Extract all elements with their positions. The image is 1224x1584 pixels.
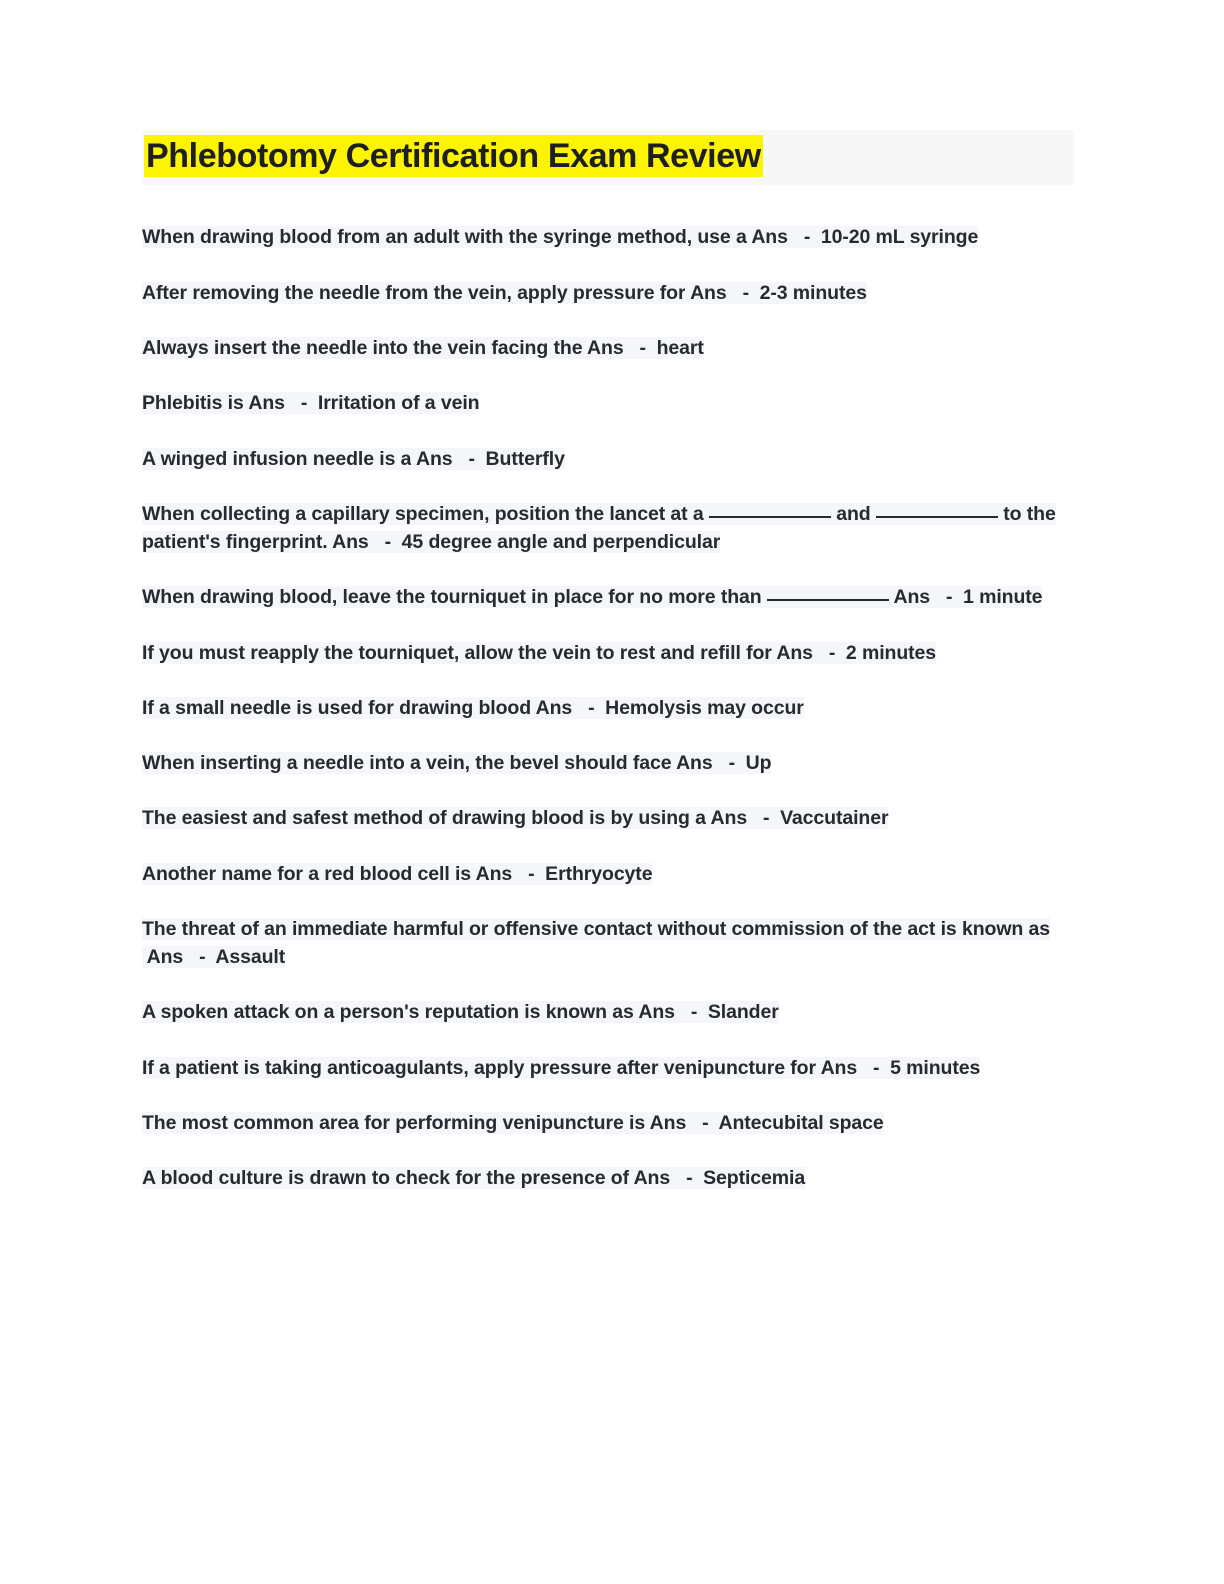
qa-question: A blood culture is drawn to check for the presence of: [142, 1167, 629, 1190]
qa-separator: Ans -: [327, 531, 402, 554]
qa-separator: Ans -: [645, 1111, 719, 1134]
qa-list: [142, 223, 1074, 1192]
qa-separator: Ans -: [671, 752, 746, 775]
fill-in-blank: [709, 516, 831, 518]
qa-item: [142, 279, 1057, 307]
fill-in-blank: [876, 516, 998, 518]
qa-answer: Up: [745, 752, 772, 775]
qa-question: If a small needle is used for drawing blood: [142, 696, 532, 719]
qa-question: If you must reapply the tourniquet, allow the vein to rest and refill for: [142, 641, 772, 664]
qa-separator: Ans -: [705, 807, 781, 830]
qa-item: [142, 223, 1057, 251]
qa-item: [142, 804, 1057, 832]
qa-item: [142, 500, 1057, 557]
qa-item: [142, 998, 1057, 1026]
qa-separator: Ans -: [628, 1167, 704, 1190]
qa-separator: Ans -: [888, 586, 964, 609]
qa-separator: Ans -: [746, 226, 821, 249]
qa-separator: Ans -: [685, 281, 760, 304]
qa-answer: heart: [656, 337, 704, 359]
qa-question: When collecting a capillary specimen, position the lancet at a and to the patient's fingerprint.: [142, 502, 1056, 554]
qa-item: [142, 445, 1057, 473]
qa-question: A winged infusion needle is a: [142, 447, 412, 470]
qa-answer: Vaccutainer: [780, 807, 889, 830]
title-banner: [142, 130, 1074, 185]
qa-answer: Butterfly: [485, 447, 565, 470]
qa-item: [142, 860, 1057, 888]
qa-question: A spoken attack on a person's reputation is known as: [142, 1001, 634, 1024]
qa-item: [142, 1164, 1057, 1192]
qa-answer: 2-3 minutes: [759, 281, 867, 304]
qa-separator: Ans -: [633, 1001, 708, 1024]
qa-separator: Ans -: [582, 337, 657, 359]
qa-item: [142, 694, 1057, 722]
qa-answer: 45 degree angle and perpendicular: [401, 531, 721, 554]
qa-answer: 1 minute: [963, 586, 1043, 609]
qa-question: Phlebitis is: [142, 392, 244, 415]
qa-separator: Ans -: [815, 1056, 891, 1079]
qa-question: Always insert the needle into the vein facing the: [142, 337, 583, 359]
qa-separator: Ans -: [243, 392, 318, 415]
qa-separator: Ans -: [531, 696, 606, 719]
qa-answer: Septicemia: [703, 1167, 806, 1190]
qa-question: Another name for a red blood cell is: [142, 862, 472, 885]
qa-separator: Ans -: [142, 946, 216, 969]
qa-answer: Antecubital space: [718, 1111, 884, 1134]
qa-item: [142, 639, 1057, 667]
page-title: Phlebotomy Certification Exam Review: [146, 137, 761, 175]
fill-in-blank: [767, 599, 889, 601]
qa-answer: Slander: [707, 1001, 779, 1024]
qa-question: The most common area for performing venipuncture is: [142, 1111, 646, 1134]
qa-item: [142, 915, 1057, 972]
qa-item: [142, 749, 1057, 777]
qa-answer: Irritation of a vein: [317, 392, 480, 415]
qa-item: [142, 334, 1057, 362]
qa-question: If a patient is taking anticoagulants, apply pressure after venipuncture for: [142, 1056, 816, 1079]
qa-answer: Erthryocyte: [545, 862, 653, 885]
qa-question: The easiest and safest method of drawing blood is by using a: [142, 807, 706, 830]
qa-answer: Hemolysis may occur: [605, 696, 804, 719]
qa-question: The threat of an immediate harmful or offensive contact without commission of the act is known as: [142, 917, 1051, 940]
qa-answer: Assault: [215, 946, 286, 969]
qa-question: When drawing blood from an adult with the syringe method, use a: [142, 226, 747, 249]
qa-item: [142, 1054, 1057, 1082]
qa-question: After removing the needle from the vein, apply pressure for: [142, 281, 686, 304]
qa-question: When drawing blood, leave the tourniquet in place for no more than: [142, 586, 889, 608]
qa-answer: 2 minutes: [845, 641, 937, 664]
qa-item: [142, 583, 1057, 611]
qa-question: When inserting a needle into a vein, the bevel should face: [142, 752, 672, 775]
qa-item: [142, 389, 1057, 417]
qa-answer: 5 minutes: [890, 1056, 981, 1079]
qa-answer: 10-20 mL syringe: [820, 226, 979, 249]
qa-separator: Ans -: [771, 641, 846, 664]
qa-separator: Ans -: [411, 447, 486, 470]
qa-separator: Ans -: [471, 862, 546, 885]
qa-item: [142, 1109, 1057, 1137]
